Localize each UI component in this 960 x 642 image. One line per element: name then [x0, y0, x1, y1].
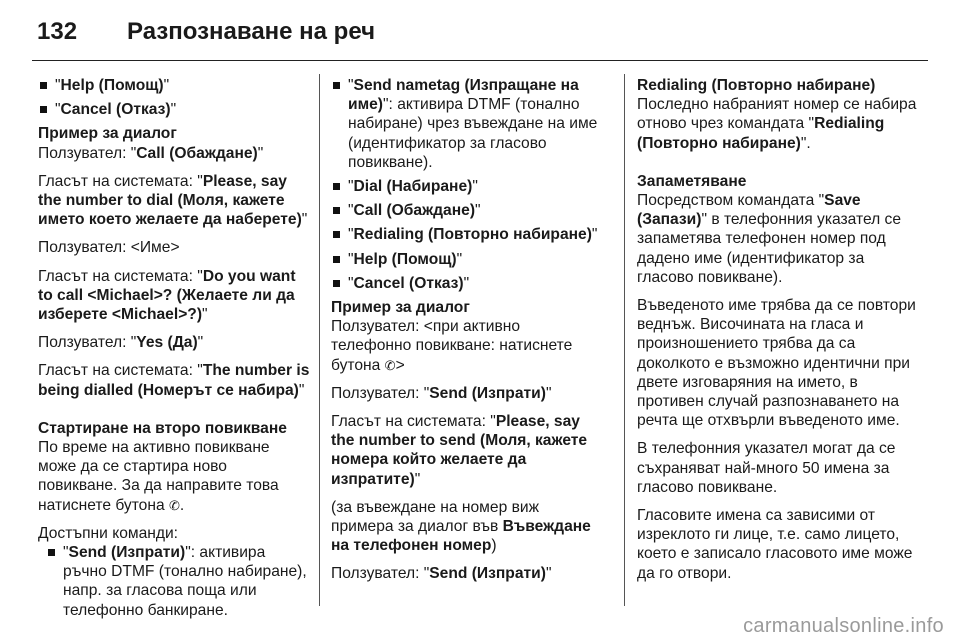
column-2	[331, 76, 603, 593]
command-list	[331, 76, 603, 293]
commands-intro: Достъпни команди:	[38, 524, 179, 542]
page-title: Разпознаване на реч	[127, 18, 376, 45]
phone-icon: ✆	[168, 497, 180, 513]
page-number: 132	[37, 18, 78, 45]
list-item: "Help (Помощ)"	[38, 76, 310, 95]
page-header	[32, 14, 928, 56]
example-heading: Пример за диалог	[38, 125, 177, 143]
save-heading: Запаметяване	[637, 172, 747, 190]
watermark: carmanualsonline.info	[743, 615, 944, 637]
list-item: "Dial (Набиране)"	[331, 177, 603, 196]
dialog-line: Ползувател: <при активно телефонно повикване: натиснете бутона ✆>	[331, 318, 573, 374]
dialog-line: Ползувател: "Send (Изпрати)"	[331, 384, 552, 402]
second-call-heading: Стартиране на второ повикване	[38, 419, 287, 437]
list-item: "Send nametag (Изпращане на име)": активира DTMF (тонално набиране) чрез въвеждане на име (идентификатор за гласово повикване).	[331, 76, 603, 172]
column-1	[38, 76, 310, 629]
redial-heading: Redialing (Повторно набиране)	[637, 77, 876, 94]
paragraph: Въведеното име трябва да се повтори веднъж. Височината на гласа и произношението трябва да са доколкото е възможно идентични при двете изговаряния на името, в противен случай разпознаването на речта ще отхвърли въведеното име.	[637, 297, 916, 430]
column-divider	[319, 74, 320, 606]
second-call-text: По време на активно повикване може да се стартира ново повикване. За да направите това натиснете бутона ✆.	[38, 439, 279, 514]
dialog-line: Гласът на системата: "Do you want to call <Michael>? (Желаете ли да изберете <Michael>?)"	[38, 267, 296, 324]
header-rule	[32, 60, 928, 61]
dialog-line: Ползувател: "Yes (Да)"	[38, 334, 204, 352]
dialog-line: Ползувател: "Send (Изпрати)"	[331, 565, 552, 583]
paragraph: В телефонния указател могат да се съхраняват най-много 50 имена за гласово повикване.	[637, 440, 896, 496]
redial-text: Последно набраният номер се набира отново чрез командата "Redialing (Повторно набиране)".	[637, 96, 917, 152]
column-divider	[624, 74, 625, 606]
available-commands	[46, 543, 310, 620]
save-text: Посредством командата "Save (Запази)" в телефонния указател се запаметява телефонен номер под дадено име (идентификатор за гласово повикване).	[637, 192, 902, 286]
paragraph: Гласовите имена са зависими от изреклото ги лице, т.е. само лицето, което е записало гласовото име може да го отвори.	[637, 507, 913, 582]
list-item: "Cancel (Отказ)"	[38, 100, 310, 119]
dialog-line: Гласът на системата: "Please, say the number to dial (Моля, кажете името което желаете да наберете)"	[38, 172, 308, 229]
list-item: "Call (Обаждане)"	[331, 201, 603, 220]
dialog-line: Ползувател: <Име>	[38, 239, 180, 257]
example-heading: Пример за диалог	[331, 299, 470, 317]
dialog-line: Гласът на системата: "The number is being dialled (Номерът се набира)"	[38, 362, 310, 399]
list-item: "Help (Помощ)"	[331, 250, 603, 269]
list-item: "Redialing (Повторно набиране)"	[331, 225, 603, 244]
dialog-line: (за въвеждане на номер виж примера за диалог във Въвеждане на телефонен номер)	[331, 498, 591, 555]
list-item: "Cancel (Отказ)"	[331, 274, 603, 293]
command-list	[38, 76, 310, 119]
list-item: "Send (Изпрати)": активира ръчно DTMF (тонално набиране), напр. за гласова поща или телефонно банкиране.	[46, 543, 310, 620]
dialog-line: Ползувател: "Call (Обаждане)"	[38, 144, 264, 162]
phone-icon: ✆	[384, 357, 396, 373]
dialog-line: Гласът на системата: "Please, say the number to send (Моля, кажете номера който желаете да изпратите)"	[331, 413, 588, 488]
column-3	[637, 76, 919, 592]
